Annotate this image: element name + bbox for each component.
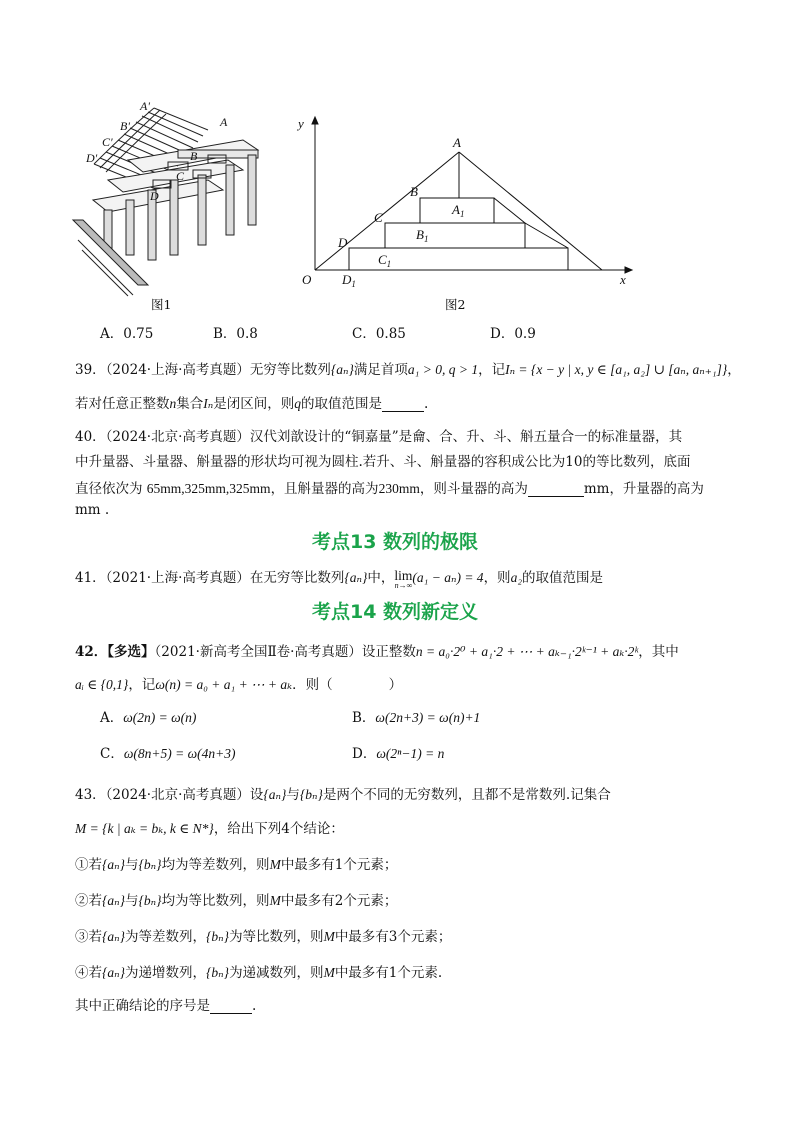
q43-statement-4: ④若{aₙ}为递增数列，{bₙ}为递减数列，则M中最多有1个元素.: [75, 965, 443, 981]
q40-line-4: mm .: [75, 502, 110, 518]
q38-option-b: B．0.8: [213, 326, 258, 342]
q40-line-1: 40．（2024·北京·高考真题）汉代刘歆设计的“铜嘉量”是龠、合、升、斗、斛五量合一的标准量器，其: [75, 429, 683, 445]
fig2-c1-label: $C_1$: [378, 252, 392, 269]
q39-line-2: 若对任意正整数n集合Iₙ是闭区间，则q的取值范围是 .: [75, 396, 429, 412]
q43-statement-3: ③若{aₙ}为等差数列，{bₙ}为等比数列，则M中最多有3个元素；: [75, 929, 452, 945]
fig1-label-b-prime: B': [120, 119, 130, 133]
fig1-label-d: D: [150, 189, 159, 203]
section-13-heading: 考点13 数列的极限: [312, 531, 479, 553]
fig1-label-a: A: [220, 115, 228, 129]
q38-option-d: D．0.9: [490, 326, 536, 342]
fig2-c-label: C: [374, 210, 383, 225]
q42-option-d: D．ω(2ⁿ−1) = n: [352, 746, 445, 762]
q39-answer-blank: [382, 397, 424, 412]
q43-last-line: 其中正确结论的序号是 .: [75, 998, 257, 1014]
fig2-origin-label: O: [302, 272, 312, 287]
q43-line-1: 43．（2024·北京·高考真题）设{aₙ}与{bₙ}是两个不同的无穷数列，且都不是常数列.记集合: [75, 787, 611, 803]
q39-line-1: 39．（2024·上海·高考真题）无穷等比数列{aₙ}满足首项a₁ > 0, q > 1，记Iₙ = {x − y | x, y ∈ [a₁, a₂] ∪ [aₙ, aₙ₊₁]}，: [75, 362, 741, 378]
figure-2-caption: 图2: [445, 297, 466, 312]
fig1-label-c-prime: C': [102, 135, 113, 149]
figure-1-caption: 图1: [151, 297, 172, 312]
fig2-a1-label: $A_1$: [452, 202, 465, 219]
q42-line-2: aᵢ ∈ {0,1}，记ω(n) = a₀ + a₁ + ⋯ + aₖ．则（ ）: [75, 677, 403, 693]
fig2-b-label: B: [410, 184, 418, 199]
fig1-label-c: C: [176, 169, 185, 183]
q40-line-2: 中升量器、斗量器、斛量器的形状均可视为圆柱.若升、斗、斛量器的容积成公比为10的等比数列，底面: [75, 454, 691, 470]
q43-statement-2: ②若{aₙ}与{bₙ}均为等比数列，则M中最多有2个元素；: [75, 893, 398, 909]
q42-line-1: 42．【多选】（2021·新高考全国Ⅱ卷·高考真题）设正整数n = a₀·2⁰ + a₁·2 + ⋯ + aₖ₋₁·2ᵏ⁻¹ + aₖ·2ᵏ，其中: [75, 644, 679, 660]
fig2-b1-label: $B_1$: [416, 227, 429, 244]
fig2-d-label: D: [338, 235, 348, 250]
fig2-x-label: x: [620, 272, 626, 287]
q40-line-3: 直径依次为 65mm,325mm,325mm，且斛量器的高为230mm，则斗量器的高为 mm，升量器的高为: [75, 481, 704, 497]
fig2-a-label: A: [453, 135, 461, 150]
figure-1-illustration: [68, 100, 268, 300]
figure-2: [290, 112, 640, 292]
q43-statement-1: ①若{aₙ}与{bₙ}均为等差数列，则M中最多有1个元素；: [75, 857, 398, 873]
q42-option-a: A．ω(2n) = ω(n): [100, 710, 197, 726]
q42-option-c: C．ω(8n+5) = ω(4n+3): [100, 746, 236, 762]
fig1-label-b: B: [190, 149, 198, 163]
q43-answer-blank: [210, 999, 252, 1014]
section-14-heading: 考点14 数列新定义: [312, 601, 479, 623]
figure-2-diagram: [290, 112, 640, 292]
q38-option-c: C．0.85: [352, 326, 406, 342]
q40-blank-1: [528, 482, 584, 497]
q42-option-b: B．ω(2n+3) = ω(n)+1: [352, 710, 481, 726]
figure-1: [68, 100, 268, 300]
fig1-label-d-prime: D': [86, 151, 98, 165]
fig1-label-a-prime: A': [140, 100, 150, 113]
q43-line-2: M = {k | aₖ = bₖ, k ∈ N*}，给出下列4个结论：: [75, 821, 344, 837]
fig2-d1-label: $D_1$: [342, 272, 356, 289]
q41-line: 41．（2021·上海·高考真题）在无穷等比数列{aₙ}中， lim n→∞ (a₁ − aₙ) = 4，则a₂的取值范围是: [75, 568, 604, 590]
fig2-y-label: y: [298, 116, 304, 131]
q38-option-a: A．0.75: [100, 326, 154, 342]
